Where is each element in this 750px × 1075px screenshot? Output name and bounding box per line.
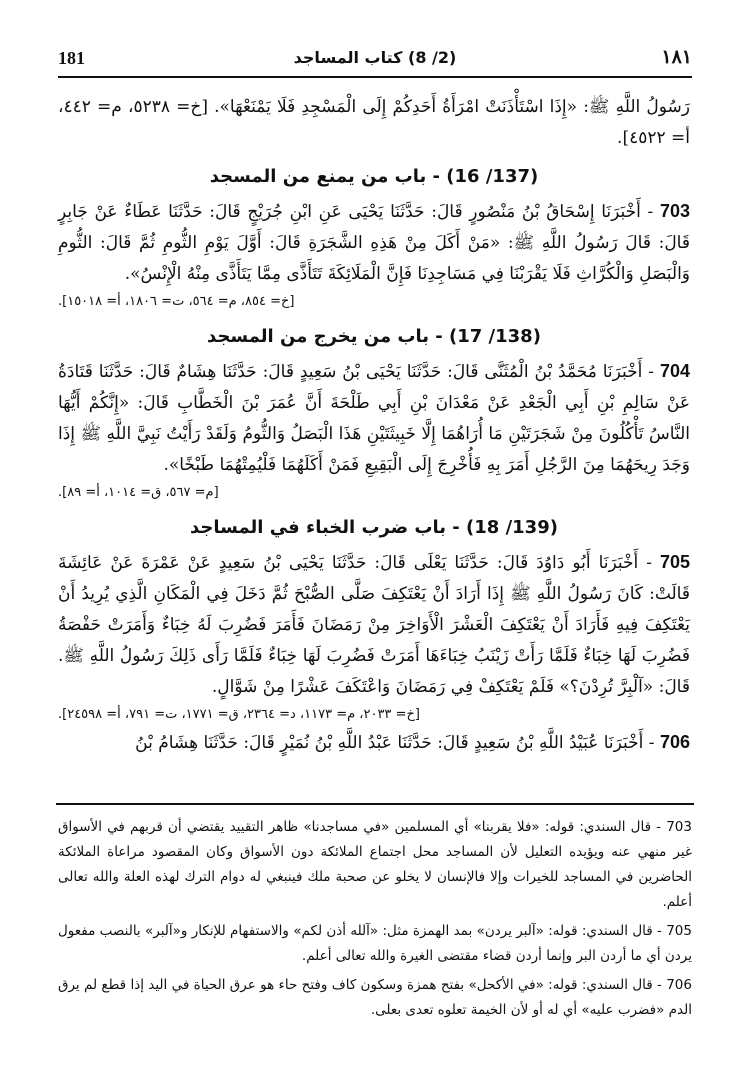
section-heading: (139/ 18) - باب ضرب الخباء في المساجد bbox=[190, 517, 558, 538]
section-heading: (138/ 17) - باب من يخرج من المسجد bbox=[207, 326, 541, 347]
reference-text: [م= ٥٦٧، ق= ١٠١٤، أ= ٨٩]. bbox=[58, 485, 219, 500]
hadith-703 bbox=[58, 196, 690, 290]
footnote-separator bbox=[56, 803, 694, 805]
hadith-number: 704 bbox=[659, 361, 690, 381]
hadith-text: - أَخْبَرَنَا أَبُو دَاوُدَ قَالَ: حَدَّثَنَا يَعْلَى قَالَ: حَدَّثَنَا يَحْيَى بْنُ سَعِيدٍ عَنْ عَمْرَةَ عَنْ عَائِشَةَ قَالَتْ: كَانَ رَسُولُ اللَّهِ ﷺ إِذَا أَرَادَ أَنْ يَعْتَكِفَ صَلَّى الصُّبْحَ ثُمَّ دَخَلَ فِي الْمَكَانِ الَّذِي يُرِيدُ أَنْ يَعْتَكِفَ فِيهِ فَأَرَادَ أَنْ يَعْتَكِفَ الْعَشْرَ الْأَوَاخِرَ مِنْ رَمَضَانَ فَأَمَرَ فَضُرِبَ لَهُ خِبَاءٌ وَأَمَرَتْ حَفْصَةُ فَضُرِبَ لَهَا خِبَاءٌ فَلَمَّا رَأَتْ زَيْنَبُ خِبَاءَهَا أَمَرَتْ فَضُرِبَ لَهَا خِبَاءٌ فَلَمَّا رَأَى ذَلِكَ رَسُولُ اللَّهِ ﷺ. قَالَ: «آلْبِرَّ تُرِدْنَ؟» فَلَمْ يَعْتَكِفْ فِي رَمَضَانَ وَاعْتَكَفَ عَشْرًا مِنْ شَوَّالٍ. bbox=[58, 553, 690, 697]
hadith-number: 703 bbox=[659, 201, 690, 221]
reference-text: [خ= ٨٥٤، م= ٥٦٤، ت= ١٨٠٦، أ= ١٥٠١٨]. bbox=[58, 294, 295, 309]
footnotes bbox=[58, 815, 692, 1027]
hadith-reference bbox=[58, 290, 690, 314]
page-number-latin: 181 bbox=[58, 48, 85, 68]
chapter-title: (2/ 8) كتاب المساجد bbox=[293, 48, 457, 67]
footnote-703: 703 - قال السندي: قوله: «فلا يقربنا» أي المسلمين «في مساجدنا» ظاهر التقييد يقتضي أن قربهم في الأسواق غير منهي عنه ويؤيده التعليل لأن المساجد محل اجتماع الملائكة دون الأسواق وكان المقصود مراعاة الملائكة الحاضرين في المساجد للخيرات وإلا فالإنسان لا يخلو عن صحبة ملك فينبغي له دوام الترك لهذه العلة والله تعالى أعلم. bbox=[58, 819, 692, 910]
hadith-706 bbox=[58, 727, 690, 759]
running-header bbox=[58, 44, 692, 78]
hadith-text: - أَخْبَرَنَا إِسْحَاقُ بْنُ مَنْصُورٍ قَالَ: حَدَّثَنَا يَحْيَى عَنِ ابْنِ جُرَيْجٍ قَالَ: حَدَّثَنَا عَطَاءٌ عَنْ جَابِرٍ قَالَ: قَالَ رَسُولُ اللَّهِ ﷺ: «مَنْ أَكَلَ مِنْ هَذِهِ الشَّجَرَةِ قَالَ: أَوَّلَ يَوْمِ الثُّومِ ثُمَّ قَالَ: الثُّومِ وَالْبَصَلِ وَالْكُرَّاثِ فَلَا يَقْرَبْنَا فِي مَسَاجِدِنَا فَإِنَّ الْمَلَائِكَةَ تَتَأَذَّى مِمَّا يَتَأَذَّى مِنْهُ الْإِنْسُ». bbox=[58, 202, 690, 284]
hadith-reference bbox=[58, 703, 690, 727]
hadith-number: 705 bbox=[659, 552, 690, 572]
footnote-705: 705 - قال السندي: قوله: «آلبر يردن» بمد الهمزة مثل: «آلله أذن لكم» والاستفهام للإنكار و«آلبر» بالنصب مفعول يردن أي ما أردن البر وإنما أردن قضاء مقتضى الغيرة والله تعالى أعلم. bbox=[58, 923, 692, 964]
intro-line: رَسُولُ اللَّهِ ﷺ: «إِذَا اسْتَأْذَنَتْ امْرَأَةُ أَحَدِكُمْ إِلَى الْمَسْجِدِ فَلَا يَمْنَعْهَا». [خ= ٥٢٣٨، م= ٤٤٢، أ= ٤٥٢٢]. bbox=[58, 97, 690, 148]
main-text bbox=[58, 92, 690, 759]
hadith-705 bbox=[58, 547, 690, 703]
reference-text: [خ= ٢٠٣٣، م= ١١٧٣، د= ٢٣٦٤، ق= ١٧٧١، ت= ٧٩١، أ= ٢٤٥٩٨]. bbox=[58, 707, 420, 722]
hadith-704 bbox=[58, 356, 690, 481]
hadith-text: - أَخْبَرَنَا عُبَيْدُ اللَّهِ بْنُ سَعِيدٍ قَالَ: حَدَّثَنَا عَبْدُ اللَّهِ بْنُ نُمَيْرٍ قَالَ: حَدَّثَنَا هِشَامُ بْنُ bbox=[135, 733, 660, 753]
hadith-reference bbox=[58, 481, 690, 505]
page-number-arabic: ١٨١ bbox=[661, 46, 692, 68]
hadith-text: - أَخْبَرَنَا مُحَمَّدُ بْنُ الْمُثَنَّى قَالَ: حَدَّثَنَا يَحْيَى بْنُ سَعِيدٍ قَالَ: حَدَّثَنَا هِشَامٌ قَالَ: حَدَّثَنَا قَتَادَةُ عَنْ سَالِمِ بْنِ أَبِي الْجَعْدِ عَنْ مَعْدَانَ بْنِ أَبِي طَلْحَةَ أَنَّ عُمَرَ بْنَ الْخَطَّابِ قَالَ: «إِنَّكُمْ أَيُّهَا النَّاسُ تَأْكُلُونَ مِنْ شَجَرَتَيْنِ مَا أُرَاهُمَا إِلَّا خَبِيثَتَيْنِ هَذَا الْبَصَلُ وَالثُّومُ وَلَقَدْ رَأَيْتُ نَبِيَّ اللَّهِ ﷺ إِذَا وَجَدَ رِيحَهُمَا مِنَ الرَّجُلِ أَمَرَ بِهِ فَأُخْرِجَ إِلَى الْبَقِيعِ فَمَنْ أَكَلَهُمَا فَلْيُمِتْهُمَا طَبْخًا». bbox=[58, 362, 690, 475]
section-heading: (137/ 16) - باب من يمنع من المسجد bbox=[209, 166, 539, 187]
hadith-number: 706 bbox=[659, 732, 690, 752]
footnote-706: 706 - قال السندي: قوله: «في الأكحل» بفتح همزة وسكون كاف وفتح حاء هو عرق الحياة في اليد إذا قطع لم يرق الدم «فضرب عليه» أي له أو لأن الخيمة تعلوه تعدى بعلى. bbox=[58, 977, 692, 1018]
